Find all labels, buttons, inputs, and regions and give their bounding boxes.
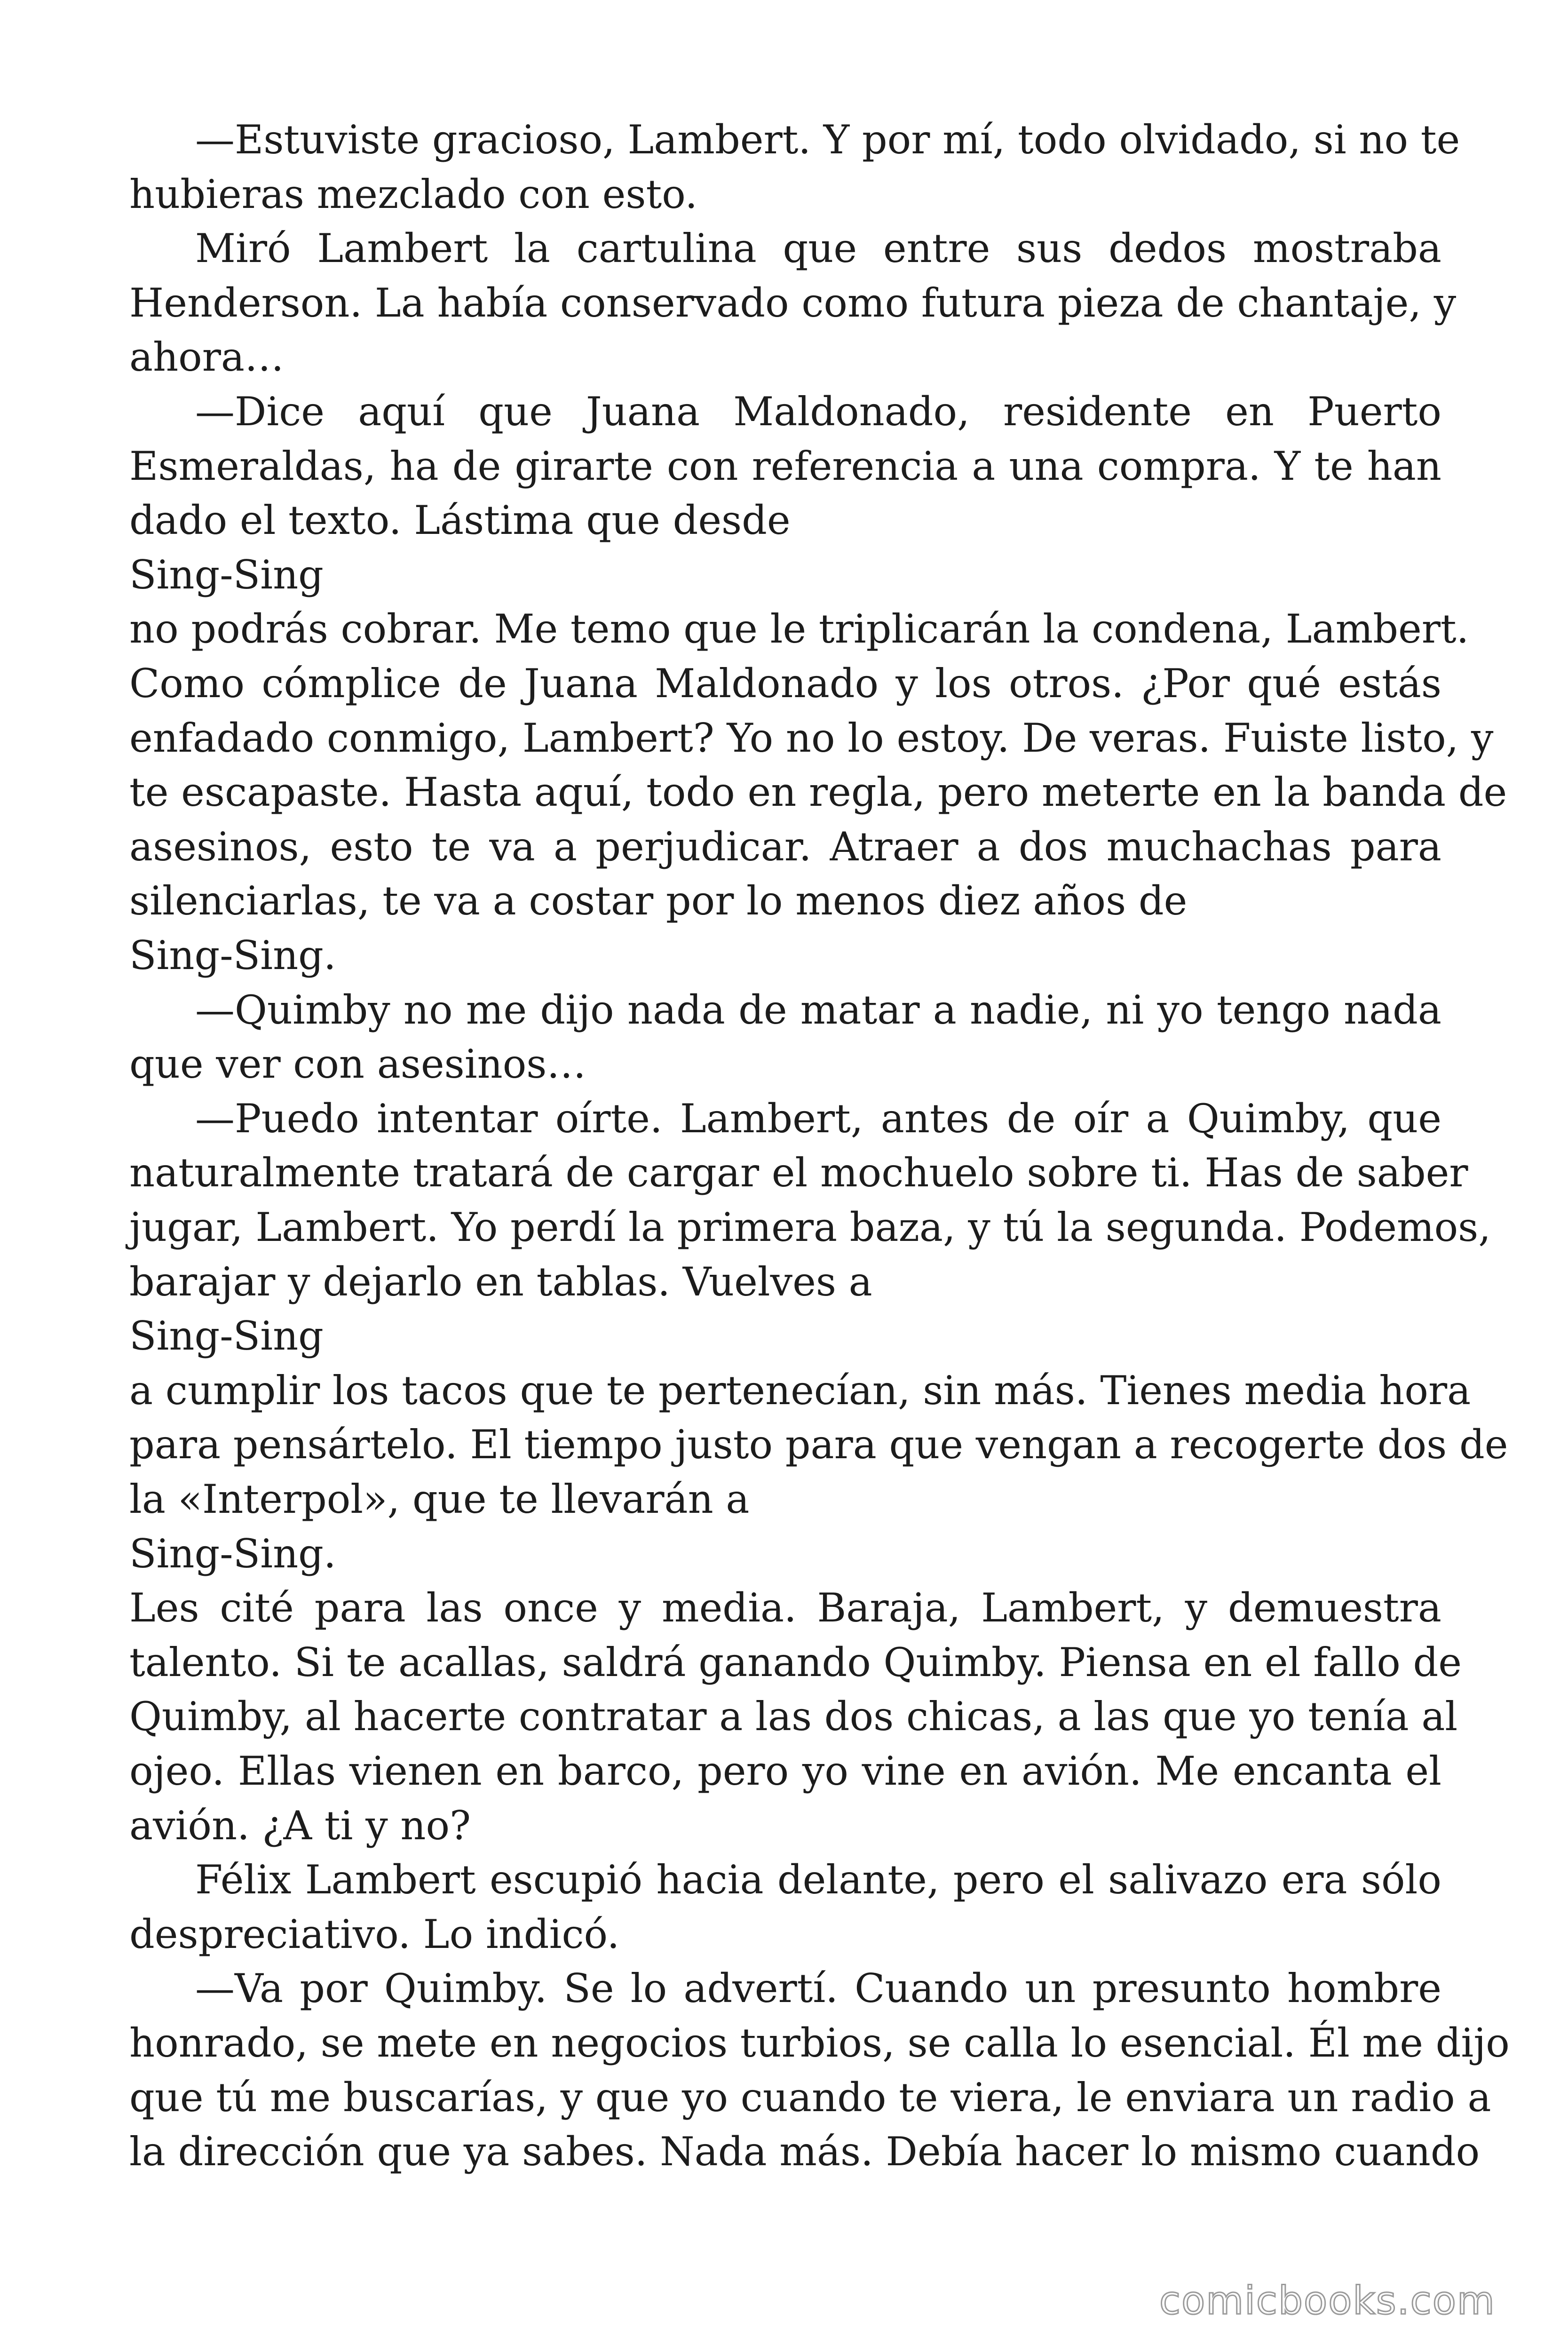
text-line: Quimby, al hacerte contratar a las dos chicas, a las que yo tenía al [129,1693,1458,1740]
text-line: ahora… [129,334,284,380]
text-line: naturalmente tratará de cargar el mochuelo sobre ti. Has de saber [129,1150,1468,1196]
text-line: te escapaste. Hasta aquí, todo en regla, pero meterte en la banda de [129,769,1507,815]
text-line: Sing-Sing. [129,932,336,978]
text-line: jugar, Lambert. Yo perdí la primera baza, y tú la segunda. Podemos, [129,1204,1491,1250]
text-line: para pensártelo. El tiempo justo para que vengan a recogerte dos de [129,1422,1508,1468]
text-line: silenciarlas, te va a costar por lo menos diez años de [129,878,1188,924]
text-line: enfadado conmigo, Lambert? Yo no lo estoy. De veras. Fuiste listo, y [129,715,1494,761]
text-line: a cumplir los tacos que te pertenecían, sin más. Tienes media hora [129,1367,1471,1414]
text-line: hubieras mezclado con esto. [129,171,698,217]
text-line: Sing-Sing [129,1313,324,1359]
text-line: —Puedo intentar oírte. Lambert, antes de oír a Quimby, que [195,1096,1441,1142]
text-line: no podrás cobrar. Me temo que le triplicarán la condena, Lambert. [129,606,1469,652]
text-line: Félix Lambert escupió hacia delante, pero el salivazo era sólo [195,1857,1441,1903]
text-line: Sing-Sing [129,552,324,598]
text-line: dado el texto. Lástima que desde [129,497,791,543]
text-line: talento. Si te acallas, saldrá ganando Quimby. Piensa en el fallo de [129,1639,1462,1685]
text-line: asesinos, esto te va a perjudicar. Atraer a dos muchachas para [129,824,1441,870]
text-line: honrado, se mete en negocios turbios, se calla lo esencial. Él me dijo [129,2020,1510,2066]
text-line: —Quimby no me dijo nada de matar a nadie, ni yo tengo nada [195,987,1441,1033]
text-line: que ver con asesinos… [129,1041,586,1087]
watermark: comicbooks.com [1159,2279,1496,2323]
text-line: Como cómplice de Juana Maldonado y los otros. ¿Por qué estás [129,660,1441,707]
text-line: Les cité para las once y media. Baraja, Lambert, y demuestra [129,1585,1441,1631]
text-line: —Va por Quimby. Se lo advertí. Cuando un presunto hombre [195,1965,1441,2011]
text-line: —Estuviste gracioso, Lambert. Y por mí, todo olvidado, si no te [195,117,1460,163]
text-line: barajar y dejarlo en tablas. Vuelves a [129,1259,872,1305]
text-line: Esmeraldas, ha de girarte con referencia a una compra. Y te han [129,443,1441,489]
text-line: la «Interpol», que te llevarán a [129,1476,750,1522]
text-line: Miró Lambert la cartulina que entre sus dedos mostraba [195,225,1441,271]
text-line: Henderson. La había conservado como futura pieza de chantaje, y [129,280,1457,326]
text-line: ojeo. Ellas vienen en barco, pero yo vine en avión. Me encanta el [129,1748,1441,1794]
text-line: la dirección que ya sabes. Nada más. Debía hacer lo mismo cuando [129,2129,1480,2175]
text-line: —Dice aquí que Juana Maldonado, residente en Puerto [195,389,1441,435]
text-line: despreciativo. Lo indicó. [129,1911,620,1957]
text-line: Sing-Sing. [129,1531,336,1577]
text-line: que tú me buscarías, y que yo cuando te viera, le enviara un radio a [129,2074,1491,2121]
text-line: avión. ¿A ti y no? [129,1803,471,1849]
